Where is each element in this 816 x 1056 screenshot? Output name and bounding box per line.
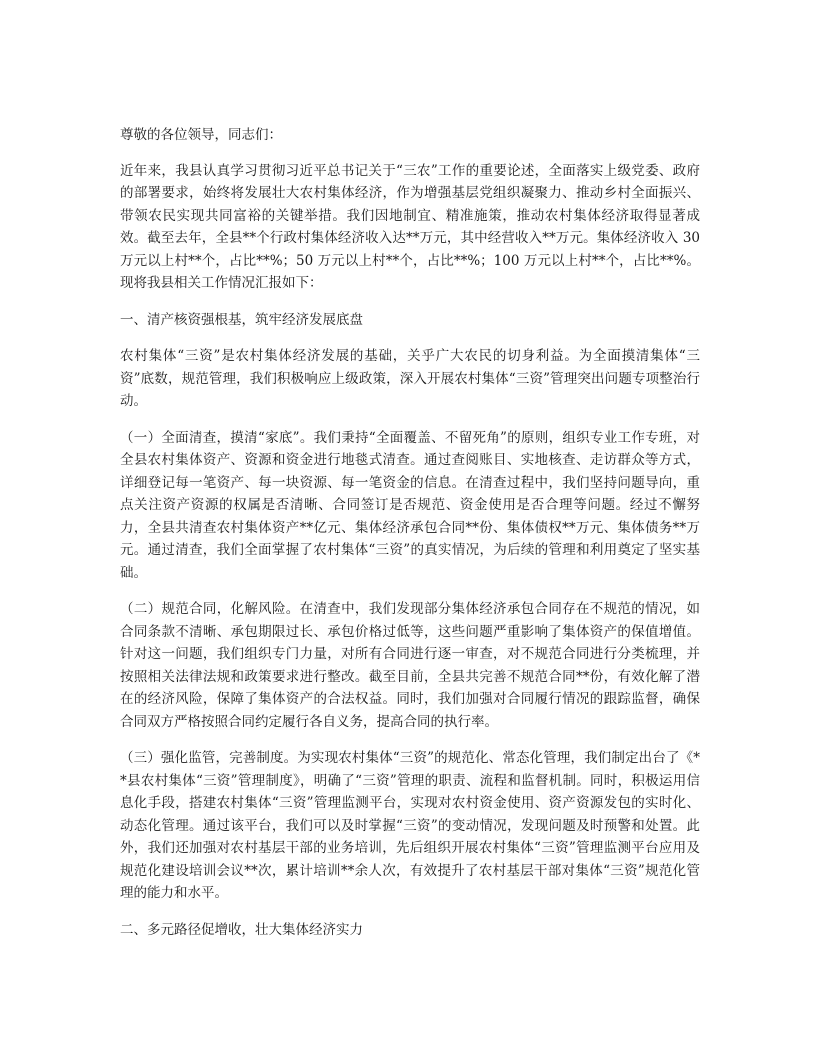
section-2-heading: 二、多元路径促增收，壮大集体经济实力 xyxy=(120,921,363,938)
section-1-item-2-paragraph: （二）规范合同，化解风险。在清查中，我们发现部分集体经济承包合同存在不规范的情况，如合同条款不清晰、承包期限过长、承包价格过低等，这些问题严重影响了集体资产的保值增值。针对这一问题，我们组织专门力量，对所有合同进行逐一审查，对不规范合同进行分类梳理，并按照相关法律法规和政策要求进行整改。截至目前，全县共完善不规范合同**份，有效化解了潜在的经济风险，保障了集体资产的合法权益。同时，我们加强对合同履行情况的跟踪监督，确保合同双方严格按照合同约定履行各自义务，提高合同的执行率。 xyxy=(120,601,700,730)
section-1-item-3-paragraph: （三）强化监管，完善制度。为实现农村集体“三资”的规范化、常态化管理，我们制定出台了《**县农村集体“三资”管理制度》，明确了“三资”管理的职责、流程和监督机制。同时，积极运用信息化手段，搭建农村集体“三资”管理监测平台，实现对农村资金使用、资产资源发包的实时化、动态化管理。通过该平台，我们可以及时掌握“三资”的变动情况，发现问题及时预警和处置。此外，我们还加强对农村基层干部的业务培训，先后组织开展农村集体“三资”管理监测平台应用及规范化建设培训会议**次，累计培训**余人次，有效提升了农村基层干部对集体“三资”规范化管理的能力和水平。 xyxy=(120,750,700,901)
intro-paragraph: 近年来，我县认真学习贯彻习近平总书记关于“三农”工作的重要论述，全面落实上级党委、政府的部署要求，始终将发展壮大农村集体经济，作为增强基层党组织凝聚力、推动乡村全面振兴、带领农民实现共同富裕的关键举措。我们因地制宜、精准施策，推动农村集体经济取得显著成效。截至去年，全县**个行政村集体经济收入达**万元，其中经营收入**万元。集体经济收入 30 万元以上村**个，占比**%；50 万元以上村**个，占比**%；100 万元以上村**个，占比**%。现将我县相关工作情况汇报如下： xyxy=(120,162,700,291)
section-1-lead-paragraph: 农村集体“三资”是农村集体经济发展的基础，关乎广大农民的切身利益。为全面摸清集体“三资”底数，规范管理，我们积极响应上级政策，深入开展农村集体“三资”管理突出问题专项整治行动。 xyxy=(120,348,700,409)
salutation: 尊敬的各位领导，同志们： xyxy=(120,127,282,143)
section-1-item-1-paragraph: （一）全面清查，摸清“家底”。我们秉持“全面覆盖、不留死角”的原则，组织专业工作专班，对全县农村集体资产、资源和资金进行地毯式清查。通过查阅账目、实地核查、走访群众等方式，详细登记每一笔资产、每一块资源、每一笔资金的信息。在清查过程中，我们坚持问题导向，重点关注资产资源的权属是否清晰、合同签订是否规范、资金使用是否合理等问题。经过不懈努力，全县共清查农村集体资产**亿元、集体经济承包合同**份、集体债权**万元、集体债务**万元。通过清查，我们全面掌握了农村集体“三资”的真实情况，为后续的管理和利用奠定了坚实基础。 xyxy=(120,429,700,581)
document-page xyxy=(120,124,700,955)
section-1-heading: 一、清产核资强根基，筑牢经济发展底盘 xyxy=(120,311,363,328)
